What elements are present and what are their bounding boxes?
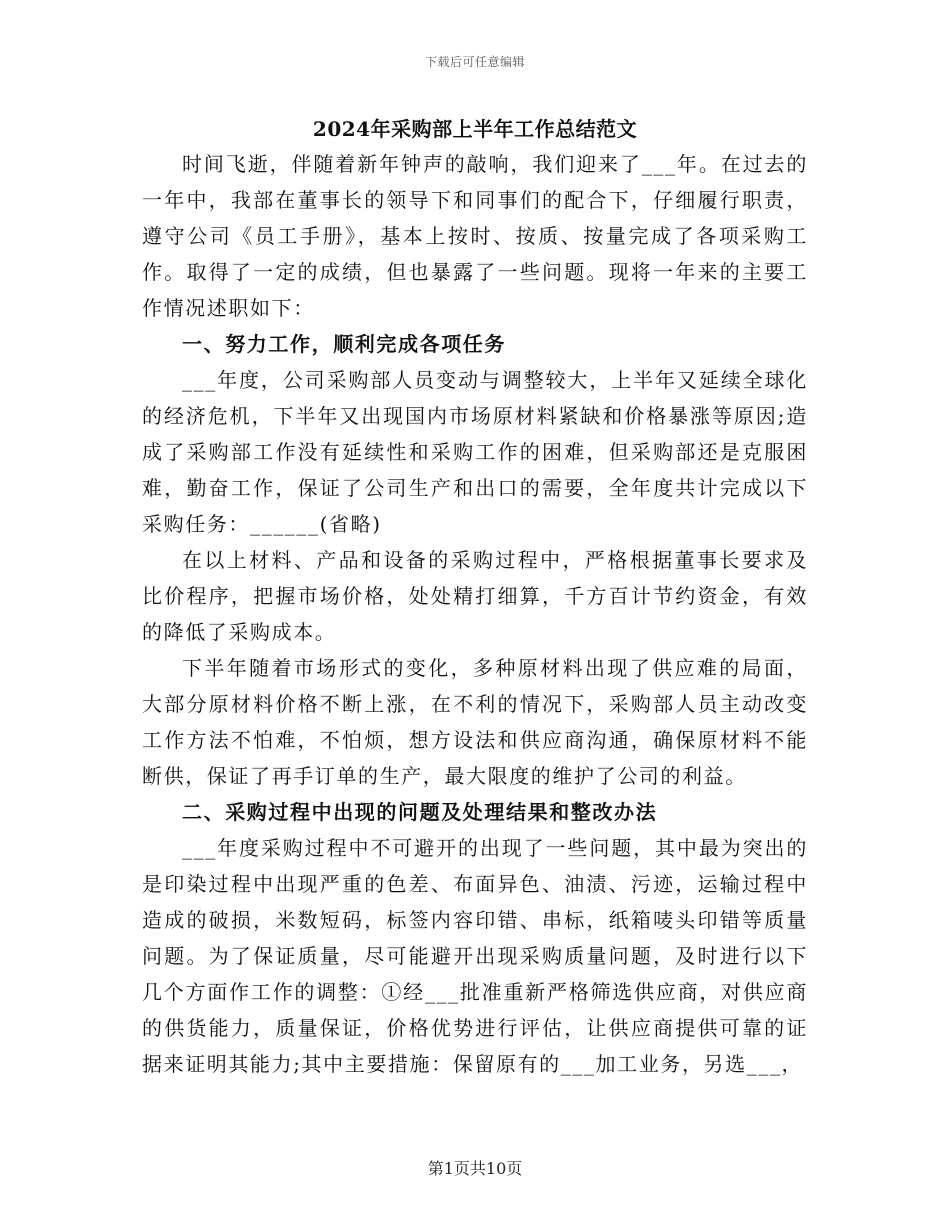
section-1-paragraph-1: ___年度，公司采购部人员变动与调整较大，上半年又延续全球化的经济危机，下半年又出现国内市场原材料紧缺和价格暴涨等原因;造成了采购部工作没有延续性和采购工作的困难，但采购部还是克服困难，勤奋工作，保证了公司生产和出口的需要，全年度共计完成以下采购任务：______(省略)	[142, 368, 808, 536]
document-title: 2024年采购部上半年工作总结范文	[312, 117, 638, 141]
section-2-heading: 二、采购过程中出现的问题及处理结果和整改办法	[182, 800, 658, 824]
page-header-note: 下载后可任意编辑	[424, 55, 525, 69]
section-1-heading: 一、努力工作，顺利完成各项任务	[182, 332, 506, 356]
section-1-paragraph-2: 在以上材料、产品和设备的采购过程中，严格根据董事长要求及比价程序，把握市场价格，处处精打细算，千方百计节约资金，有效的降低了采购成本。	[142, 548, 808, 644]
page-number-indicator: 第1页共10页	[427, 1159, 523, 1178]
document-body	[142, 112, 808, 1082]
section-2-paragraph-1: ___年度采购过程中不可避开的出现了一些问题，其中最为突出的是印染过程中出现严重的色差、布面异色、油渍、污迹，运输过程中造成的破损，米数短码，标签内容印错、串标，纸箱唛头印错等质量问题。为了保证质量，尽可能避开出现采购质量问题，及时进行以下几个方面作工作的调整：①经___批准重新严格筛选供应商，对供应商的供货能力，质量保证，价格优势进行评估，让供应商提供可靠的证据来证明其能力;其中主要措施：保留原有的___加工业务，另选___，	[142, 836, 808, 1076]
section-1-paragraph-3: 下半年随着市场形式的变化，多种原材料出现了供应难的局面，大部分原材料价格不断上涨，在不利的情况下，采购部人员主动改变工作方法不怕难，不怕烦，想方设法和供应商沟通，确保原材料不能断供，保证了再手订单的生产，最大限度的维护了公司的利益。	[142, 656, 808, 788]
intro-paragraph: 时间飞逝，伴随着新年钟声的敲响，我们迎来了___年。在过去的一年中，我部在董事长的领导下和同事们的配合下，仔细履行职责，遵守公司《员工手册》，基本上按时、按质、按量完成了各项采购工作。取得了一定的成绩，但也暴露了一些问题。现将一年来的主要工作情况述职如下：	[142, 152, 808, 320]
